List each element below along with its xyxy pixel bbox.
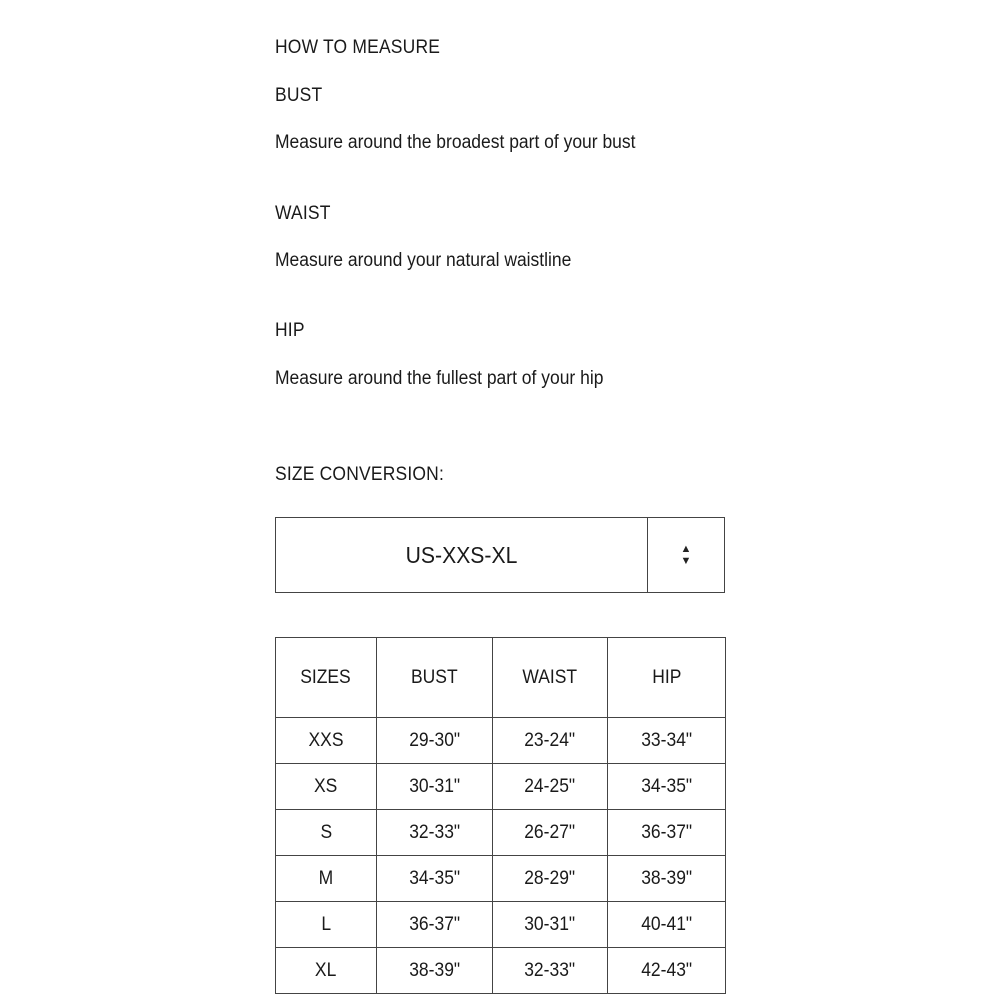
waist-label: WAIST [275, 203, 331, 224]
hip-label: HIP [275, 320, 305, 341]
waist-cell: 26-27" [492, 810, 608, 856]
waist-cell: 32-33" [492, 948, 608, 994]
bust-cell: 36-37" [376, 902, 492, 948]
size-cell: XS [276, 764, 377, 810]
arrow-down-icon: ▼ [680, 555, 692, 567]
waist-cell: 24-25" [492, 764, 608, 810]
table-row [276, 764, 726, 810]
arrow-up-icon: ▲ [680, 543, 692, 555]
hip-cell: 33-34" [608, 718, 726, 764]
bust-cell: 29-30" [376, 718, 492, 764]
waist-description: Measure around your natural waistline [275, 250, 572, 271]
table-row [276, 718, 726, 764]
size-conversion-select[interactable] [275, 517, 725, 593]
size-conversion-selected-value: US-XXS-XL [405, 541, 518, 568]
hip-description: Measure around the fullest part of your hip [275, 368, 604, 389]
column-header-waist: WAIST [492, 638, 608, 718]
size-cell: L [276, 902, 377, 948]
size-cell: XL [276, 948, 377, 994]
column-header-sizes: SIZES [276, 638, 377, 718]
hip-cell: 38-39" [608, 856, 726, 902]
bust-cell: 32-33" [376, 810, 492, 856]
waist-cell: 30-31" [492, 902, 608, 948]
bust-label: BUST [275, 85, 323, 106]
bust-cell: 38-39" [376, 948, 492, 994]
bust-cell: 34-35" [376, 856, 492, 902]
waist-cell: 23-24" [492, 718, 608, 764]
size-conversion-title: SIZE CONVERSION: [275, 464, 445, 485]
waist-cell: 28-29" [492, 856, 608, 902]
table-header-row [276, 638, 726, 718]
column-header-bust: BUST [376, 638, 492, 718]
hip-cell: 40-41" [608, 902, 726, 948]
column-header-hip: HIP [608, 638, 726, 718]
hip-cell: 42-43" [608, 948, 726, 994]
select-arrow-button[interactable] [647, 518, 724, 592]
table-row [276, 856, 726, 902]
table-row [276, 948, 726, 994]
bust-description: Measure around the broadest part of your bust [275, 132, 636, 153]
table-row [276, 810, 726, 856]
size-cell: M [276, 856, 377, 902]
bust-cell: 30-31" [376, 764, 492, 810]
table-row [276, 902, 726, 948]
size-cell: XXS [276, 718, 377, 764]
size-chart-table [275, 637, 726, 994]
how-to-measure-title: HOW TO MEASURE [275, 37, 441, 58]
hip-cell: 36-37" [608, 810, 726, 856]
size-cell: S [276, 810, 377, 856]
hip-cell: 34-35" [608, 764, 726, 810]
